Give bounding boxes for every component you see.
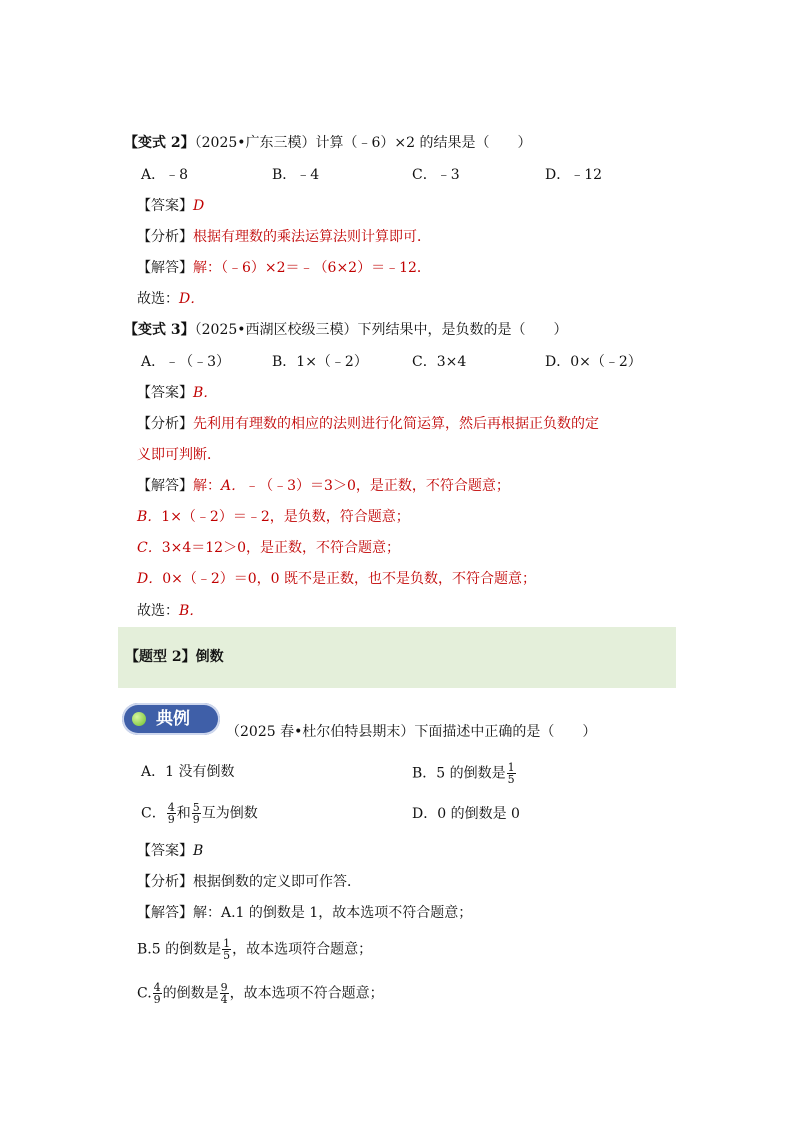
answer-label: 【答案】	[137, 843, 193, 859]
choose-value: B．	[179, 603, 204, 619]
solution-text: 解：（﹣6）×2＝﹣（6×2）＝﹣12．	[193, 260, 431, 276]
solution-line-a: 解：A.1 的倒数是 1，故本选项不符合题意；	[193, 905, 473, 921]
fraction	[153, 982, 162, 1005]
variant3-analysis	[137, 414, 599, 434]
variant2-label: 【变式 2】	[124, 135, 195, 151]
variant2-answer	[137, 196, 204, 216]
variant2-solution	[137, 258, 431, 278]
sol-b-suffix: ，故本选项符合题意；	[232, 941, 373, 958]
variant3-label: 【变式 3】	[124, 322, 195, 338]
sol-c-prefix: C.	[137, 985, 152, 1002]
example-stem: （2025 春•杜尔伯特县期末）下面描述中正确的是（ ）	[226, 724, 597, 740]
answer-value: B	[193, 843, 204, 859]
choose-text: 故选：	[137, 603, 179, 619]
section-title: 【题型 2】倒数	[125, 649, 224, 665]
fraction-denominator: 4	[220, 993, 228, 1006]
sol-a-letter: A．	[221, 478, 246, 494]
fraction	[192, 802, 201, 825]
example-option-c	[141, 802, 258, 825]
fraction-numerator: 4	[167, 801, 175, 814]
variant2-analysis	[137, 227, 431, 247]
sol-c-mid: 的倒数是	[162, 985, 219, 1002]
variant2-option-d: D．﹣12	[545, 167, 603, 183]
fraction	[220, 982, 229, 1005]
analysis-text: 根据有理数的乘法运算法则计算即可．	[193, 229, 431, 245]
bullet-dot-icon	[132, 712, 146, 726]
fraction-denominator: 9	[153, 993, 161, 1006]
option-c-mid: 和	[176, 805, 191, 822]
sol-b-letter: B．	[137, 509, 162, 525]
fraction-numerator: 4	[153, 981, 161, 994]
sol-b-prefix: B.5 的倒数是	[137, 941, 222, 958]
variant3-choose	[137, 601, 203, 621]
fraction-numerator: 9	[220, 981, 228, 994]
example-solution-b	[137, 938, 372, 961]
variant3-option-a: A．﹣（﹣3）	[141, 354, 231, 370]
option-c-suffix: 互为倒数	[201, 805, 258, 822]
fraction	[507, 762, 516, 785]
variant3-answer	[137, 383, 217, 403]
fraction-denominator: 5	[507, 773, 515, 786]
example-badge	[122, 703, 220, 735]
variant3-sol-b	[137, 507, 410, 527]
fraction-denominator: 9	[167, 813, 175, 826]
example-answer	[137, 841, 203, 861]
variant3-stem-line	[124, 320, 568, 340]
analysis-label: 【分析】	[137, 416, 193, 432]
variant3-option-d: D．0×（﹣2）	[545, 354, 642, 370]
analysis-text-line2: 义即可判断．	[137, 447, 221, 463]
sol-c-text: 3×4＝12＞0，是正数，不符合题意；	[161, 540, 400, 556]
variant2-stem-line	[124, 133, 532, 153]
choose-value: D．	[179, 291, 205, 307]
solution-label: 【解答】	[137, 478, 193, 494]
example-badge-label: 典例	[156, 709, 190, 729]
solution-label: 【解答】	[137, 905, 193, 921]
sol-a-text: ﹣（﹣3）＝3＞0，是正数，不符合题意；	[245, 478, 510, 494]
example-option-d: D．0 的倒数是 0	[412, 806, 520, 822]
analysis-text-line1: 先利用有理数的相应的法则进行化简运算，然后再根据正负数的定	[193, 416, 599, 432]
answer-value: B．	[193, 385, 218, 401]
answer-label: 【答案】	[137, 198, 193, 214]
solution-label: 【解答】	[137, 260, 193, 276]
sol-c-suffix: ，故本选项不符合题意；	[229, 985, 384, 1002]
variant3-option-b: B．1×（﹣2）	[272, 354, 368, 370]
variant3-solution	[137, 476, 510, 496]
example-solution	[137, 903, 472, 923]
variant2-option-b: B．﹣4	[272, 167, 320, 183]
variant3-stem: （2025•西湖区校级三模）下列结果中，是负数的是（ ）	[194, 322, 568, 338]
example-solution-c	[137, 982, 384, 1005]
example-option-a: A．1 没有倒数	[141, 764, 235, 780]
variant2-choose	[137, 289, 204, 309]
fraction-numerator: 1	[223, 937, 231, 950]
choose-text: 故选：	[137, 291, 179, 307]
variant2-option-a: A．﹣8	[141, 167, 189, 183]
solution-prefix: 解：	[193, 478, 221, 494]
variant2-stem: （2025•广东三模）计算（﹣6）×2 的结果是（ ）	[194, 135, 532, 151]
sol-b-text: 1×（﹣2）＝﹣2，是负数，符合题意；	[161, 509, 410, 525]
sol-d-letter: D．	[137, 571, 163, 587]
sol-d-text: 0×（﹣2）＝0，0 既不是正数，也不是负数，不符合题意；	[162, 571, 537, 587]
variant3-sol-c	[137, 538, 400, 558]
analysis-label: 【分析】	[137, 229, 193, 245]
answer-value: D	[193, 198, 205, 214]
variant3-sol-d	[137, 569, 536, 589]
fraction-denominator: 9	[192, 813, 200, 826]
fraction	[167, 802, 176, 825]
example-option-b	[412, 762, 517, 785]
variant3-option-c: C．3×4	[412, 354, 467, 370]
variant2-option-c: C．﹣3	[412, 167, 460, 183]
sol-c-letter: C．	[137, 540, 162, 556]
fraction-denominator: 5	[223, 949, 231, 962]
option-c-prefix: C．	[141, 805, 166, 822]
analysis-label: 【分析】	[137, 874, 193, 890]
analysis-text: 根据倒数的定义即可作答．	[193, 874, 361, 890]
fraction-numerator: 5	[192, 801, 200, 814]
fraction	[222, 938, 231, 961]
fraction-numerator: 1	[507, 761, 515, 774]
example-analysis	[137, 872, 361, 892]
option-b-prefix: B．5 的倒数是	[412, 765, 506, 782]
answer-label: 【答案】	[137, 385, 193, 401]
